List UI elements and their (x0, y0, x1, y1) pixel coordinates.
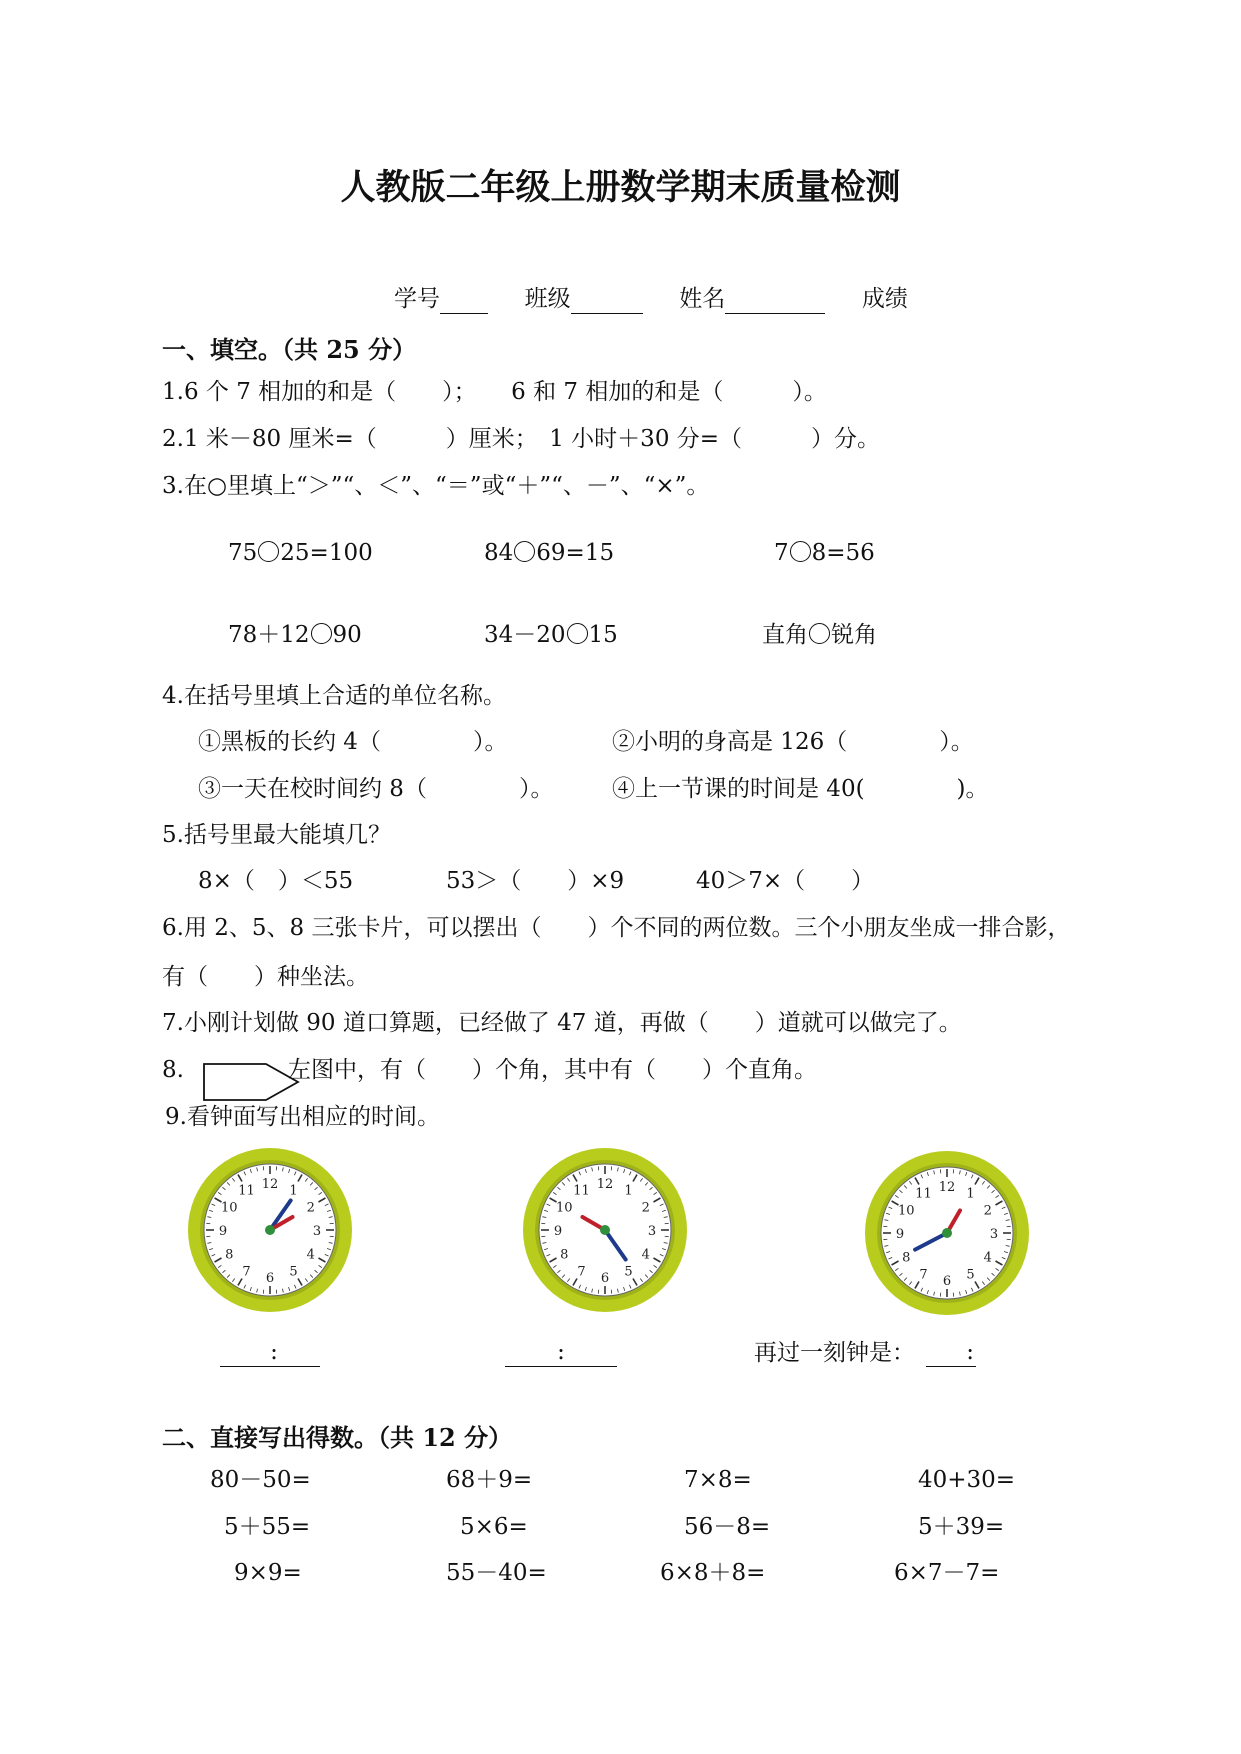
name-label: 姓名 (679, 286, 726, 312)
clock-number: 7 (919, 1267, 928, 1283)
question-6-cont: 有（ ）种坐法。 (162, 964, 369, 990)
clock-face-2 (520, 1145, 690, 1315)
question-2: 2.1 米－80 厘米=（ ）厘米； 1 小时＋30 分=（ ）分。 (162, 426, 881, 452)
operator-circle[interactable] (311, 623, 332, 644)
clock-number: 9 (895, 1227, 905, 1242)
clock-face-1 (185, 1145, 355, 1315)
question-7: 7.小刚计划做 90 道口算题，已经做了 47 道，再做（ ）道就可以做完了。 (162, 1010, 962, 1036)
clock-number: 4 (641, 1247, 650, 1263)
student-id-blank[interactable] (440, 289, 488, 314)
clock-number: 1 (289, 1183, 298, 1199)
question-4b: ②小明的身高是 126（ ）。 (612, 729, 974, 755)
calc-item: 6×8＋8= (660, 1560, 766, 1586)
clock3-label: 再过一刻钟是： (754, 1340, 915, 1366)
question-5c: 40＞7×（ ） (696, 868, 875, 894)
section1-heading: 一、填空。（共 25 分） (162, 335, 417, 364)
compare-item: 直角 锐角 (762, 622, 877, 648)
clock-number: 1 (624, 1183, 633, 1199)
operator-circle[interactable] (514, 541, 535, 562)
clock-number: 10 (221, 1200, 238, 1216)
question-5: 5.括号里最大能填几？ (162, 822, 391, 848)
question-6: 6.用 2、5、8 三张卡片，可以摆出（ ）个不同的两位数。三个小朋友坐成一排合影， (162, 915, 1071, 941)
clock-face-3 (862, 1148, 1032, 1318)
calc-item: 5＋55= (224, 1514, 311, 1540)
question-5b: 53＞（ ）×9 (446, 868, 625, 894)
clock2-answer[interactable]: : (505, 1338, 617, 1367)
compare-item: 34－20 15 (484, 622, 618, 648)
student-info-row (394, 284, 908, 314)
calc-item: 55－40= (446, 1560, 547, 1586)
clock-number: 3 (647, 1224, 657, 1239)
calc-item: 80－50= (210, 1467, 311, 1493)
calc-item: 9×9= (234, 1560, 302, 1586)
clock-number: 12 (596, 1177, 614, 1192)
clock-pivot (942, 1228, 952, 1238)
question-4a: ①黑板的长约 4（ ）。 (198, 729, 508, 755)
clock-pivot (600, 1225, 610, 1235)
question-8-number: 8. (162, 1057, 184, 1083)
clock-number: 3 (989, 1227, 999, 1242)
clock-number: 2 (306, 1200, 315, 1216)
clock-number: 7 (242, 1264, 251, 1280)
clock-number: 4 (983, 1250, 992, 1266)
clock-number: 8 (902, 1250, 911, 1266)
calc-item: 68＋9= (446, 1467, 533, 1493)
operator-circle[interactable] (567, 623, 588, 644)
clock-number: 10 (898, 1203, 915, 1219)
compare-item: 78＋12 90 (228, 622, 362, 648)
clock-number: 12 (261, 1177, 279, 1192)
calc-item: 5＋39= (918, 1514, 1005, 1540)
clock-number: 2 (641, 1200, 650, 1216)
calc-item: 7×8= (684, 1467, 752, 1493)
question-4: 4.在括号里填上合适的单位名称。 (162, 683, 506, 709)
clock-number: 8 (225, 1247, 234, 1263)
question-9: 9.看钟面写出相应的时间。 (165, 1104, 440, 1130)
clock-number: 8 (560, 1247, 569, 1263)
clock-number: 3 (312, 1224, 322, 1239)
clock-number: 10 (556, 1200, 573, 1216)
calc-item: 40+30= (918, 1467, 1016, 1493)
clock-pivot (265, 1225, 275, 1235)
question-3: 3.在○里填上“＞”“、＜”、“＝”或“＋”“、－”、“×”。 (162, 473, 710, 499)
operator-circle[interactable] (809, 623, 830, 644)
clock-number: 11 (573, 1183, 590, 1199)
clock-number: 4 (306, 1247, 315, 1263)
clock-number: 7 (577, 1264, 586, 1280)
operator-circle[interactable] (258, 541, 279, 562)
page-title: 人教版二年级上册数学期末质量检测 (340, 167, 901, 208)
question-4c: ③一天在校时间约 8（ ）。 (198, 776, 554, 802)
clock1-answer[interactable]: : (220, 1338, 320, 1367)
calc-item: 56－8= (684, 1514, 771, 1540)
compare-item: 7 8=56 (774, 540, 875, 566)
clock-number: 5 (624, 1264, 633, 1280)
compare-item: 75 25=100 (228, 540, 373, 566)
operator-circle[interactable] (790, 541, 811, 562)
section2-heading: 二、直接写出得数。（共 12 分） (162, 1423, 513, 1452)
question-8: 左图中，有（ ）个角，其中有（ ）个直角。 (288, 1057, 817, 1083)
clock-number: 2 (983, 1203, 992, 1219)
name-blank[interactable] (725, 289, 825, 314)
clock-number: 12 (938, 1180, 956, 1195)
question-4d: ④上一节课的时间是 40( )。 (612, 776, 989, 802)
clock-number: 11 (915, 1186, 932, 1202)
pentagon-shape-icon (202, 1062, 302, 1102)
clock-number: 9 (553, 1224, 563, 1239)
question-1: 1.6 个 7 相加的和是（ ）； 6 和 7 相加的和是（ ）。 (162, 379, 827, 405)
clock-number: 6 (942, 1274, 952, 1289)
clock-number: 6 (600, 1271, 610, 1286)
clock-number: 5 (289, 1264, 298, 1280)
class-label: 班级 (524, 286, 571, 312)
clock3-answer[interactable]: : (926, 1338, 976, 1367)
score-label: 成绩 (861, 286, 908, 312)
question-5a: 8×（ ）＜55 (198, 868, 354, 894)
clock-number: 9 (218, 1224, 228, 1239)
clock-number: 1 (966, 1186, 975, 1202)
class-blank[interactable] (571, 289, 643, 314)
compare-item: 84 69=15 (484, 540, 615, 566)
clock-number: 5 (966, 1267, 975, 1283)
student-id-label: 学号 (394, 286, 440, 312)
calc-item: 6×7－7= (894, 1560, 1000, 1586)
calc-item: 5×6= (460, 1514, 528, 1540)
clock-number: 6 (265, 1271, 275, 1286)
clock-number: 11 (238, 1183, 255, 1199)
